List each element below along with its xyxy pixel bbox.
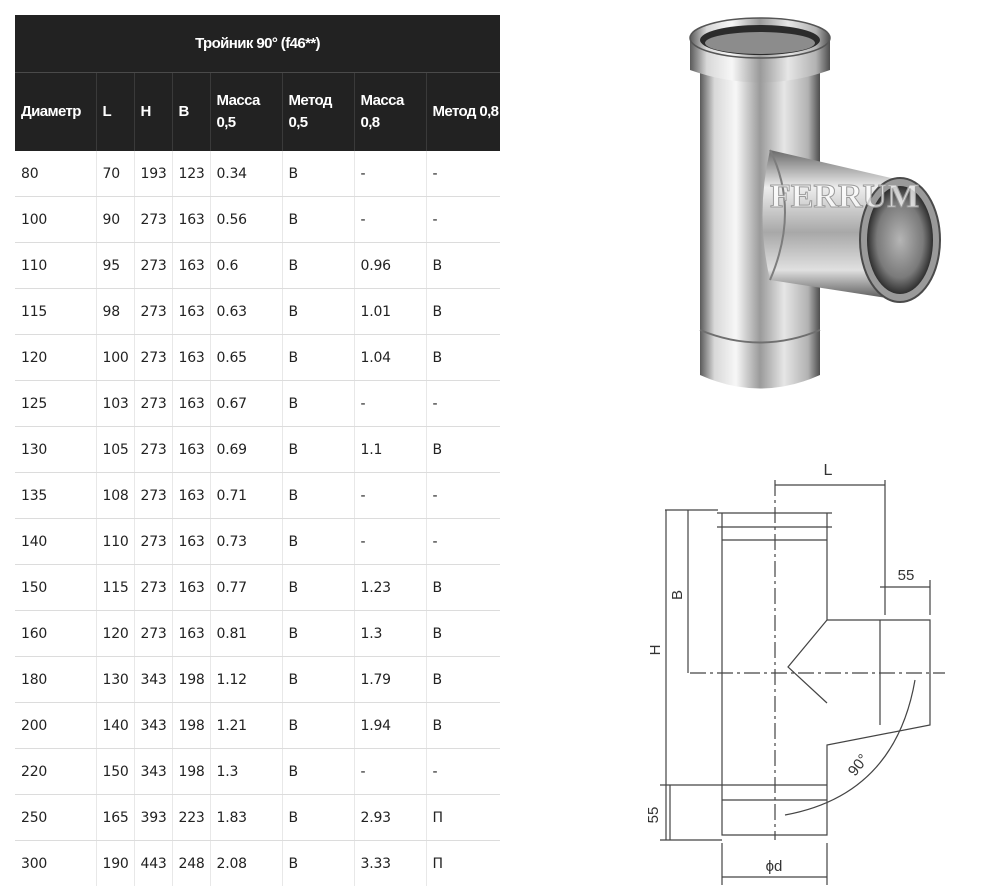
table-cell: 190 bbox=[96, 841, 134, 887]
table-cell: 0.56 bbox=[210, 197, 282, 243]
column-header: H bbox=[134, 73, 172, 152]
table-row bbox=[15, 749, 500, 795]
table-cell: В bbox=[426, 611, 500, 657]
photo-watermark: FERRUM bbox=[770, 178, 920, 215]
table-cell: - bbox=[426, 749, 500, 795]
table-cell: В bbox=[282, 197, 354, 243]
table-row bbox=[15, 611, 500, 657]
table-cell: 0.69 bbox=[210, 427, 282, 473]
table-cell: В bbox=[282, 243, 354, 289]
table-cell: 120 bbox=[96, 611, 134, 657]
table-cell: 80 bbox=[15, 151, 96, 197]
dim-label-h: H bbox=[647, 644, 664, 656]
table-cell: - bbox=[426, 197, 500, 243]
column-header: Метод 0,5 bbox=[282, 73, 354, 152]
table-cell: В bbox=[426, 335, 500, 381]
table-cell: 273 bbox=[134, 197, 172, 243]
table-cell: 343 bbox=[134, 657, 172, 703]
table-cell: - bbox=[354, 197, 426, 243]
table-cell: 150 bbox=[96, 749, 134, 795]
table-cell: 163 bbox=[172, 427, 210, 473]
table-cell: 200 bbox=[15, 703, 96, 749]
table-cell: 0.67 bbox=[210, 381, 282, 427]
table-cell: 125 bbox=[15, 381, 96, 427]
table-cell: 1.21 bbox=[210, 703, 282, 749]
table-row bbox=[15, 703, 500, 749]
table-cell: В bbox=[426, 427, 500, 473]
table-cell: 0.71 bbox=[210, 473, 282, 519]
table-cell: 220 bbox=[15, 749, 96, 795]
table-row bbox=[15, 795, 500, 841]
table-cell: 198 bbox=[172, 703, 210, 749]
table-cell: 163 bbox=[172, 565, 210, 611]
table-cell: 248 bbox=[172, 841, 210, 887]
table-cell: 90 bbox=[96, 197, 134, 243]
column-header: Диаметр bbox=[15, 73, 96, 152]
column-header: Масса 0,5 bbox=[210, 73, 282, 152]
table-cell: 343 bbox=[134, 749, 172, 795]
table-cell: 0.65 bbox=[210, 335, 282, 381]
table-cell: - bbox=[354, 381, 426, 427]
table-row bbox=[15, 519, 500, 565]
table-cell: 250 bbox=[15, 795, 96, 841]
drawing-lines bbox=[660, 480, 945, 885]
table-cell: 163 bbox=[172, 611, 210, 657]
table-cell: - bbox=[354, 151, 426, 197]
table-cell: 163 bbox=[172, 335, 210, 381]
table-cell: 163 bbox=[172, 289, 210, 335]
table-cell: 273 bbox=[134, 565, 172, 611]
column-header: L bbox=[96, 73, 134, 152]
dim-label-b: B bbox=[669, 589, 686, 601]
table-cell: В bbox=[282, 335, 354, 381]
table-cell: 130 bbox=[96, 657, 134, 703]
table-cell: В bbox=[426, 657, 500, 703]
table-row bbox=[15, 427, 500, 473]
dim-label-l: L bbox=[823, 462, 833, 479]
table-cell: - bbox=[354, 473, 426, 519]
table-row bbox=[15, 841, 500, 887]
table-cell: - bbox=[354, 749, 426, 795]
table-row bbox=[15, 381, 500, 427]
table-cell: 123 bbox=[172, 151, 210, 197]
column-header: Метод 0,8 bbox=[426, 73, 500, 152]
tee-photo bbox=[670, 10, 960, 400]
table-row bbox=[15, 473, 500, 519]
table-cell: В bbox=[426, 243, 500, 289]
table-cell: 180 bbox=[15, 657, 96, 703]
table-cell: В bbox=[426, 565, 500, 611]
table-cell: 1.83 bbox=[210, 795, 282, 841]
column-header: Масса 0,8 bbox=[354, 73, 426, 152]
table-cell: 0.73 bbox=[210, 519, 282, 565]
table-cell: 115 bbox=[96, 565, 134, 611]
table-cell: 0.77 bbox=[210, 565, 282, 611]
table-row bbox=[15, 565, 500, 611]
table-cell: В bbox=[282, 289, 354, 335]
table-cell: 98 bbox=[96, 289, 134, 335]
table-cell: 103 bbox=[96, 381, 134, 427]
table-cell: В bbox=[426, 289, 500, 335]
table-cell: 1.04 bbox=[354, 335, 426, 381]
table-row bbox=[15, 335, 500, 381]
table-cell: В bbox=[282, 795, 354, 841]
table-cell: 1.1 bbox=[354, 427, 426, 473]
table-cell: 140 bbox=[96, 703, 134, 749]
table-cell: 0.34 bbox=[210, 151, 282, 197]
table-cell: - bbox=[426, 151, 500, 197]
table-cell: - bbox=[426, 381, 500, 427]
table-cell: 223 bbox=[172, 795, 210, 841]
table-cell: - bbox=[426, 519, 500, 565]
table-cell: 0.63 bbox=[210, 289, 282, 335]
table-header-row bbox=[15, 73, 500, 152]
table-cell: 1.12 bbox=[210, 657, 282, 703]
table-cell: 443 bbox=[134, 841, 172, 887]
dim-label-d: ϕd bbox=[765, 858, 783, 875]
table-cell: 1.3 bbox=[210, 749, 282, 795]
dim-label-55-top: 55 bbox=[897, 567, 915, 584]
table-cell: В bbox=[282, 381, 354, 427]
table-cell: В bbox=[282, 519, 354, 565]
table-cell: 2.93 bbox=[354, 795, 426, 841]
table-cell: 273 bbox=[134, 243, 172, 289]
table-cell: - bbox=[354, 519, 426, 565]
table-cell: 1.01 bbox=[354, 289, 426, 335]
table-cell: 165 bbox=[96, 795, 134, 841]
table-cell: 163 bbox=[172, 473, 210, 519]
table-cell: 115 bbox=[15, 289, 96, 335]
table-cell: 108 bbox=[96, 473, 134, 519]
table-cell: - bbox=[426, 473, 500, 519]
table-cell: В bbox=[282, 749, 354, 795]
table-cell: 273 bbox=[134, 381, 172, 427]
table-title-row bbox=[15, 15, 500, 73]
table-cell: П bbox=[426, 795, 500, 841]
table-cell: 100 bbox=[15, 197, 96, 243]
table-cell: 163 bbox=[172, 519, 210, 565]
table-cell: 343 bbox=[134, 703, 172, 749]
table-cell: В bbox=[282, 427, 354, 473]
table-cell: 0.96 bbox=[354, 243, 426, 289]
table-cell: 110 bbox=[96, 519, 134, 565]
table-cell: 273 bbox=[134, 335, 172, 381]
table-cell: В bbox=[282, 473, 354, 519]
table-row bbox=[15, 243, 500, 289]
table-cell: 110 bbox=[15, 243, 96, 289]
table-row bbox=[15, 197, 500, 243]
table-cell: 273 bbox=[134, 611, 172, 657]
table-cell: 2.08 bbox=[210, 841, 282, 887]
table-title: Тройник 90° (f46**) bbox=[15, 15, 500, 73]
table-cell: П bbox=[432, 855, 443, 872]
table-cell: 150 bbox=[15, 565, 96, 611]
table-cell: 130 bbox=[15, 427, 96, 473]
table-cell: В bbox=[426, 703, 500, 749]
table-cell: 198 bbox=[172, 749, 210, 795]
table-cell: 163 bbox=[172, 381, 210, 427]
table-cell: 95 bbox=[96, 243, 134, 289]
table-cell: В bbox=[282, 611, 354, 657]
table-cell: В bbox=[282, 565, 354, 611]
table-cell: 300 bbox=[15, 841, 96, 887]
table-cell: 0.81 bbox=[210, 611, 282, 657]
table-cell: 100 bbox=[96, 335, 134, 381]
table-cell: 3.33 bbox=[354, 841, 426, 887]
table-cell: В bbox=[282, 841, 354, 887]
table-cell: 135 bbox=[15, 473, 96, 519]
spec-table bbox=[15, 15, 500, 886]
table-row bbox=[15, 151, 500, 197]
table-row bbox=[15, 657, 500, 703]
table-cell: 120 bbox=[15, 335, 96, 381]
table-cell: 0.6 bbox=[210, 243, 282, 289]
table-cell: 273 bbox=[134, 473, 172, 519]
table-cell: 1.79 bbox=[354, 657, 426, 703]
table-row bbox=[15, 289, 500, 335]
table-cell: 1.23 bbox=[354, 565, 426, 611]
table-cell: 393 bbox=[134, 795, 172, 841]
table-cell: 273 bbox=[134, 519, 172, 565]
table-cell: 105 bbox=[96, 427, 134, 473]
table-cell: 160 bbox=[15, 611, 96, 657]
column-header: B bbox=[172, 73, 210, 152]
dim-label-angle: 90° bbox=[844, 751, 873, 780]
table-body bbox=[15, 151, 500, 886]
table-cell: В bbox=[282, 151, 354, 197]
table-cell: 163 bbox=[172, 243, 210, 289]
table-cell: В bbox=[282, 703, 354, 749]
table-cell: 193 bbox=[134, 151, 172, 197]
dim-label-55-bottom: 55 bbox=[645, 806, 662, 824]
table-cell: 70 bbox=[96, 151, 134, 197]
table-cell: 163 bbox=[172, 197, 210, 243]
tee-drawing bbox=[630, 455, 960, 890]
table-cell: 273 bbox=[134, 427, 172, 473]
table-cell: 273 bbox=[134, 289, 172, 335]
table-cell: В bbox=[282, 657, 354, 703]
table-cell: 1.3 bbox=[354, 611, 426, 657]
table-cell: 140 bbox=[15, 519, 96, 565]
table-cell: 1.94 bbox=[354, 703, 426, 749]
table-cell: 198 bbox=[172, 657, 210, 703]
